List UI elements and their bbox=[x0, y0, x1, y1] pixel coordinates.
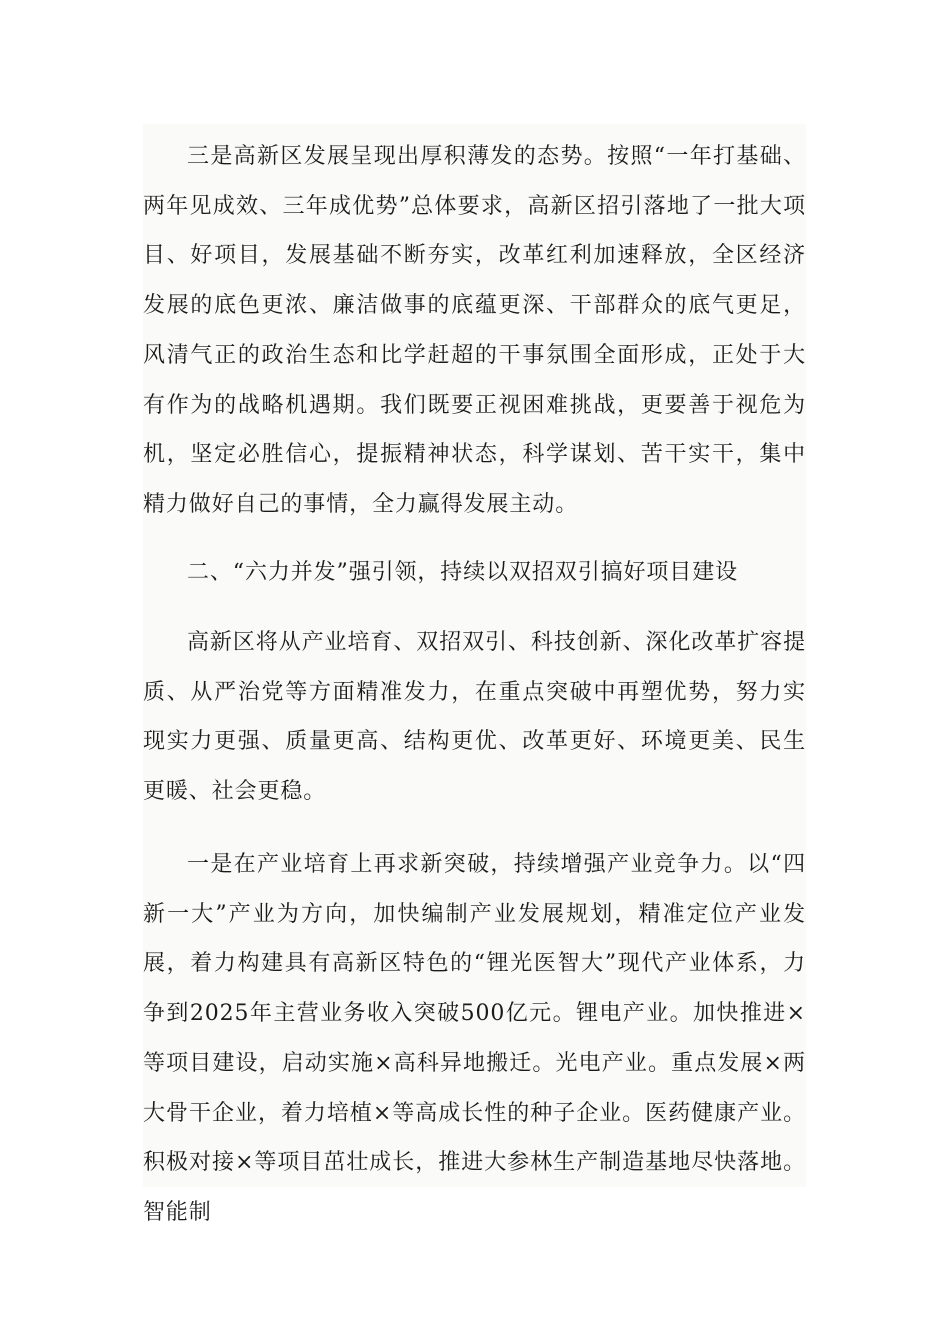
section-heading: 二、“六力并发”强引领，持续以双招双引搞好项目建设 bbox=[187, 560, 738, 585]
paragraph-focus-areas: 高新区将从产业培育、双招双引、科技创新、深化改革扩容提质、从严治党等方面精准发力，在重点突破中再塑优势，努力实现实力更强、质量更高、结构更优、改革更好、环境更美、民生更暖、社会更稳。 bbox=[143, 630, 806, 805]
paragraph-industry-cultivation: 一是在产业培育上再求新突破，持续增强产业竞争力。以“四新一大”产业为方向，加快编制产业发展规划，精准定位产业发展，着力构建具有高新区特色的“锂光医智大”现代产业体系，力争到2025年主营业务收入突破500亿元。锂电产业。加快推进×等项目建设，启动实施×高科异地搬迁。光电产业。重点发展×两大骨干企业，着力培植×等高成长性的种子企业。医药健康产业。积极对接×等项目茁壮成长，推进大参林生产制造基地尽快落地。智能制 bbox=[143, 852, 806, 1225]
paragraph-development-trend: 三是高新区发展呈现出厚积薄发的态势。按照“一年打基础、两年见成效、三年成优势”总体要求，高新区招引落地了一批大项目、好项目，发展基础不断夯实，改革红利加速释放，全区经济发展的底色更浓、廉洁做事的底蕴更深、干部群众的底气更足，风清气正的政治生态和比学赶超的干事氛围全面形成，正处于大有作为的战略机遇期。我们既要正视困难挑战，更要善于视危为机，坚定必胜信心，提振精神状态，科学谋划、苦干实干，集中精力做好自己的事情，全力赢得发展主动。 bbox=[143, 144, 806, 517]
document-body bbox=[143, 124, 806, 1225]
